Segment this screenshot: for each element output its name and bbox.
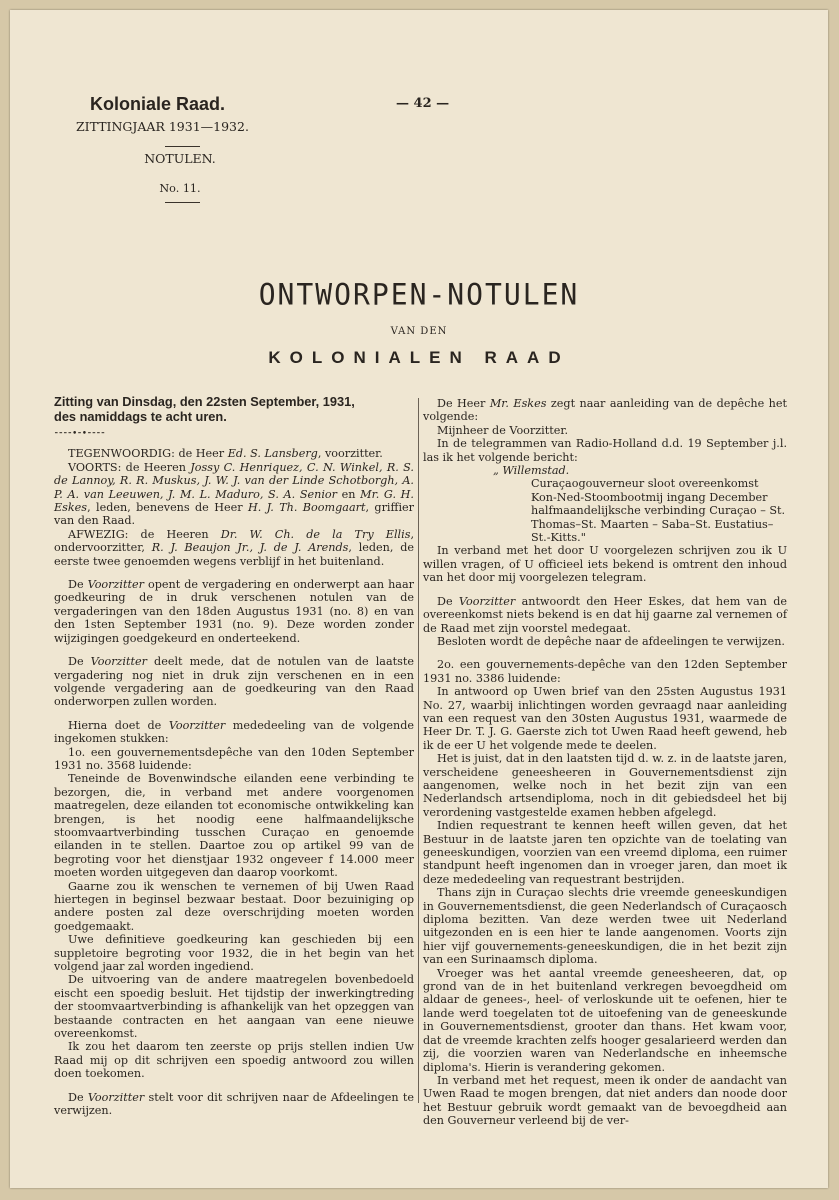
paragraph: Hierna doet de Voorzitter mededeeling van de volgende ingekomen stukken: <box>54 718 414 746</box>
paragraph: Mijnheer de Voorzitter. <box>437 423 569 437</box>
divider <box>165 146 200 147</box>
paragraph: De Voorzitter antwoordt den Heer Eskes, dat hem van de overeenkomst niets bekend is en dat hij gaarne zal vernemen of de Raad met zijn voorstel medegaat. <box>423 594 787 635</box>
paragraph: Vroeger was het aantal vreemde geneesheeren, dat, op grond van de in het buitenland verkregen bevoegdheid om aldaar de genees-, heel- of verloskunde uit te oefenen, hier te lande werd toegelaten tot de uitoefening van de geneeskunde in Gouvernementsdienst, grooter dan thans. Het kwam voor, dat de vreemde krachten zelfs hooger gesalarieerd werden dan zij, die voorzien waren van Nederlandsche en inheemsche diploma's. Hierin is verandering gekomen. <box>423 966 787 1074</box>
paragraph: Gaarne zou ik wenschen te vernemen of bij Uwen Raad hiertegen in beginsel bezwaar bestaat. Door bezuiniging op andere posten zal deze overschrijding moeten worden goedgemaakt. <box>54 879 414 933</box>
document-page <box>10 10 828 1188</box>
page-number: — 42 — <box>396 96 450 111</box>
ornament: ⁃⁃⁃⁃•⁃•⁃⁃⁃⁃ <box>54 429 106 439</box>
paragraph: Besloten wordt de depêche naar de afdeelingen te verwijzen. <box>437 634 785 648</box>
masthead-raad: KOLONIALEN RAAD <box>268 348 570 367</box>
telegram-heading: „ Willemstad. <box>493 464 570 478</box>
paragraph: Uwe definitieve goedkeuring kan geschieden bij een suppletoire begroting voor 1932, die in het begin van het volgend jaar zal worden ingediend. <box>54 933 414 974</box>
paragraph: De Voorzitter stelt voor dit schrijven naar de Afdeelingen te verwijzen. <box>54 1090 414 1118</box>
publication-title: Koloniale Raad. <box>90 94 226 114</box>
paragraph: 2o. een gouvernements-depêche van den 12den September 1931 no. 3386 luidende: <box>423 658 787 685</box>
paragraph: De Voorzitter opent de vergadering en onderwerpt aan haar goedkeuring de in druk verschenen notulen van de vergaderingen van den 18den Augustus 1931 (no. 8) en van den 1sten September 1931 (no. 9). Deze worden zonder wijzigingen goedgekeurd en onderteekend. <box>54 578 414 645</box>
paragraph: Ik zou het daarom ten zeerste op prijs stellen indien Uw Raad mij op dit schrijven een spoedig antwoord zou willen doen toekomen. <box>54 1040 414 1081</box>
absent-paragraph: AFWEZIG: de Heeren Dr. W. Ch. de la Try Ellis, ondervoorzitter, R. J. Beaujon Jr., J. de J. Arends, leden, de eerste twee genoemden wegens verblijf in het buitenland. <box>54 527 414 568</box>
telegram-body: Curaçaogouverneur sloot overeenkomst Kon-Ned-Stoombootmij ingang December halfmaandelijksche verbinding Curaçao – St. Thomas–St. Maarten – Saba–St. Eustatius–St.-Kitts." <box>531 477 786 545</box>
paragraph: In antwoord op Uwen brief van den 25sten Augustus 1931 No. 27, waarbij inlichtingen worden gevraagd naar aanleiding van een request van den 30sten Augustus 1931, waarmede de Heer Dr. T. J. G. Gaerste zich tot Uwen Raad heeft gewend, heb ik de eer U het volgende mede te deelen. <box>423 685 787 752</box>
paragraph: Indien requestrant te kennen heeft willen geven, dat het Bestuur in de laatste jaren ten opzichte van de toelating van geneeskundigen, voorzien van een vreemd diploma, een ruimer standpunt heeft ingenomen dan in vroeger jaren, dan moet ik deze mededeeling van requestrant bestrijden. <box>423 819 787 886</box>
paragraph: De Heer Mr. Eskes zegt naar aanleiding van de depêche het volgende: <box>423 397 787 424</box>
column-divider <box>418 398 419 1103</box>
paragraph: In de telegrammen van Radio-Holland d.d. 19 September j.l. las ik het volgende bericht: <box>423 437 787 464</box>
left-column <box>54 394 414 1118</box>
session-heading-line2: des namiddags te acht uren. <box>54 409 227 424</box>
right-column <box>423 397 787 1128</box>
divider <box>165 202 200 203</box>
session-heading-line1: Zitting van Dinsdag, den 22sten September, 1931, <box>54 394 355 409</box>
present-paragraph: TEGENWOORDIG: de Heer Ed. S. Lansberg, voorzitter. <box>68 447 383 461</box>
paragraph: Teneinde de Bovenwindsche eilanden eene verbinding te bezorgen, die, in verband met andere voorgenomen maatregelen, deze eilanden tot economische ontwikkeling kan brengen, is het noodig eene halfmaandelijksche stoomvaartverbinding tusschen Curaçao en genoemde eilanden in te stellen. Daartoe zou op artikel 99 van de begroting voor het dienstjaar 1932 ongeveer f 14.000 meer moeten worden uitgegeven dan daarop voorkomt. <box>54 772 414 880</box>
paragraph: Het is juist, dat in den laatsten tijd d. w. z. in de laatste jaren, verscheidene geneesheeren in Gouvernementsdienst zijn aangenomen, welke noch in het bezit zijn van een Nederlandsch artsendiploma, noch in dit gebiedsdeel het bij verordening vastgestelde examen hebben afgelegd. <box>423 752 787 819</box>
paragraph: In verband met het door U voorgelezen schrijven zou ik U willen vragen, of U officieel iets bekend is omtrent den inhoud van het door mij voorgelezen telegram. <box>423 544 787 585</box>
paragraph: 1o. een gouvernementsdepêche van den 10den September 1931 no. 3568 luidende: <box>54 745 414 772</box>
session-year: ZITTINGJAAR 1931—1932. <box>76 119 249 134</box>
also-present-paragraph: VOORTS: de Heeren Jossy C. Henriquez, C. N. Winkel, R. S. de Lannoy, R. R. Muskus, J. W. J. van der Linde Schotborgh, A. P. A. van Leeuwen, J. M. L. Maduro, S. A. Senior en Mr. G. H. Eskes, leden, benevens de Heer H. J. Th. Boomgaart, griffier van den Raad. <box>54 460 414 528</box>
masthead-title: ONTWORPEN-NOTULEN <box>258 277 580 312</box>
notulen-label: NOTULEN. <box>144 151 216 166</box>
paragraph: In verband met het request, meen ik onder de aandacht van Uwen Raad te mogen brengen, dat niet anders dan noode door het Bestuur gebruik wordt gemaakt van de bevoegdheid aan den Gouverneur verleend bij de ver- <box>423 1073 787 1128</box>
paragraph: De uitvoering van de andere maatregelen bovenbedoeld eischt een spoedig besluit. Het tijdstip der inwerkingtreding der stoomvaartverbinding is afhankelijk van het opzeggen van bestaande contracten en het aangaan van eene nieuwe overeenkomst. <box>54 973 414 1041</box>
paragraph: Thans zijn in Curaçao slechts drie vreemde geneeskundigen in Gouvernementsdienst, die geen Nederlandsch of Curaçaosch diploma bezitten. Van deze werden twee uit Nederland uitgezonden en is een hier te lande aangenomen. Voorts zijn hier vijf gouvernements-geneeskundigen, die in het bezit zijn van een Surinaamsch diploma. <box>423 886 787 967</box>
notulen-number: No. 11. <box>159 182 201 195</box>
paragraph: De Voorzitter deelt mede, dat de notulen van de laatste vergadering nog niet in druk zijn verschenen en in een volgende vergadering aan de goedkeuring van den Raad onderworpen zullen worden. <box>54 655 414 709</box>
masthead-van-den: VAN DEN <box>390 326 448 337</box>
